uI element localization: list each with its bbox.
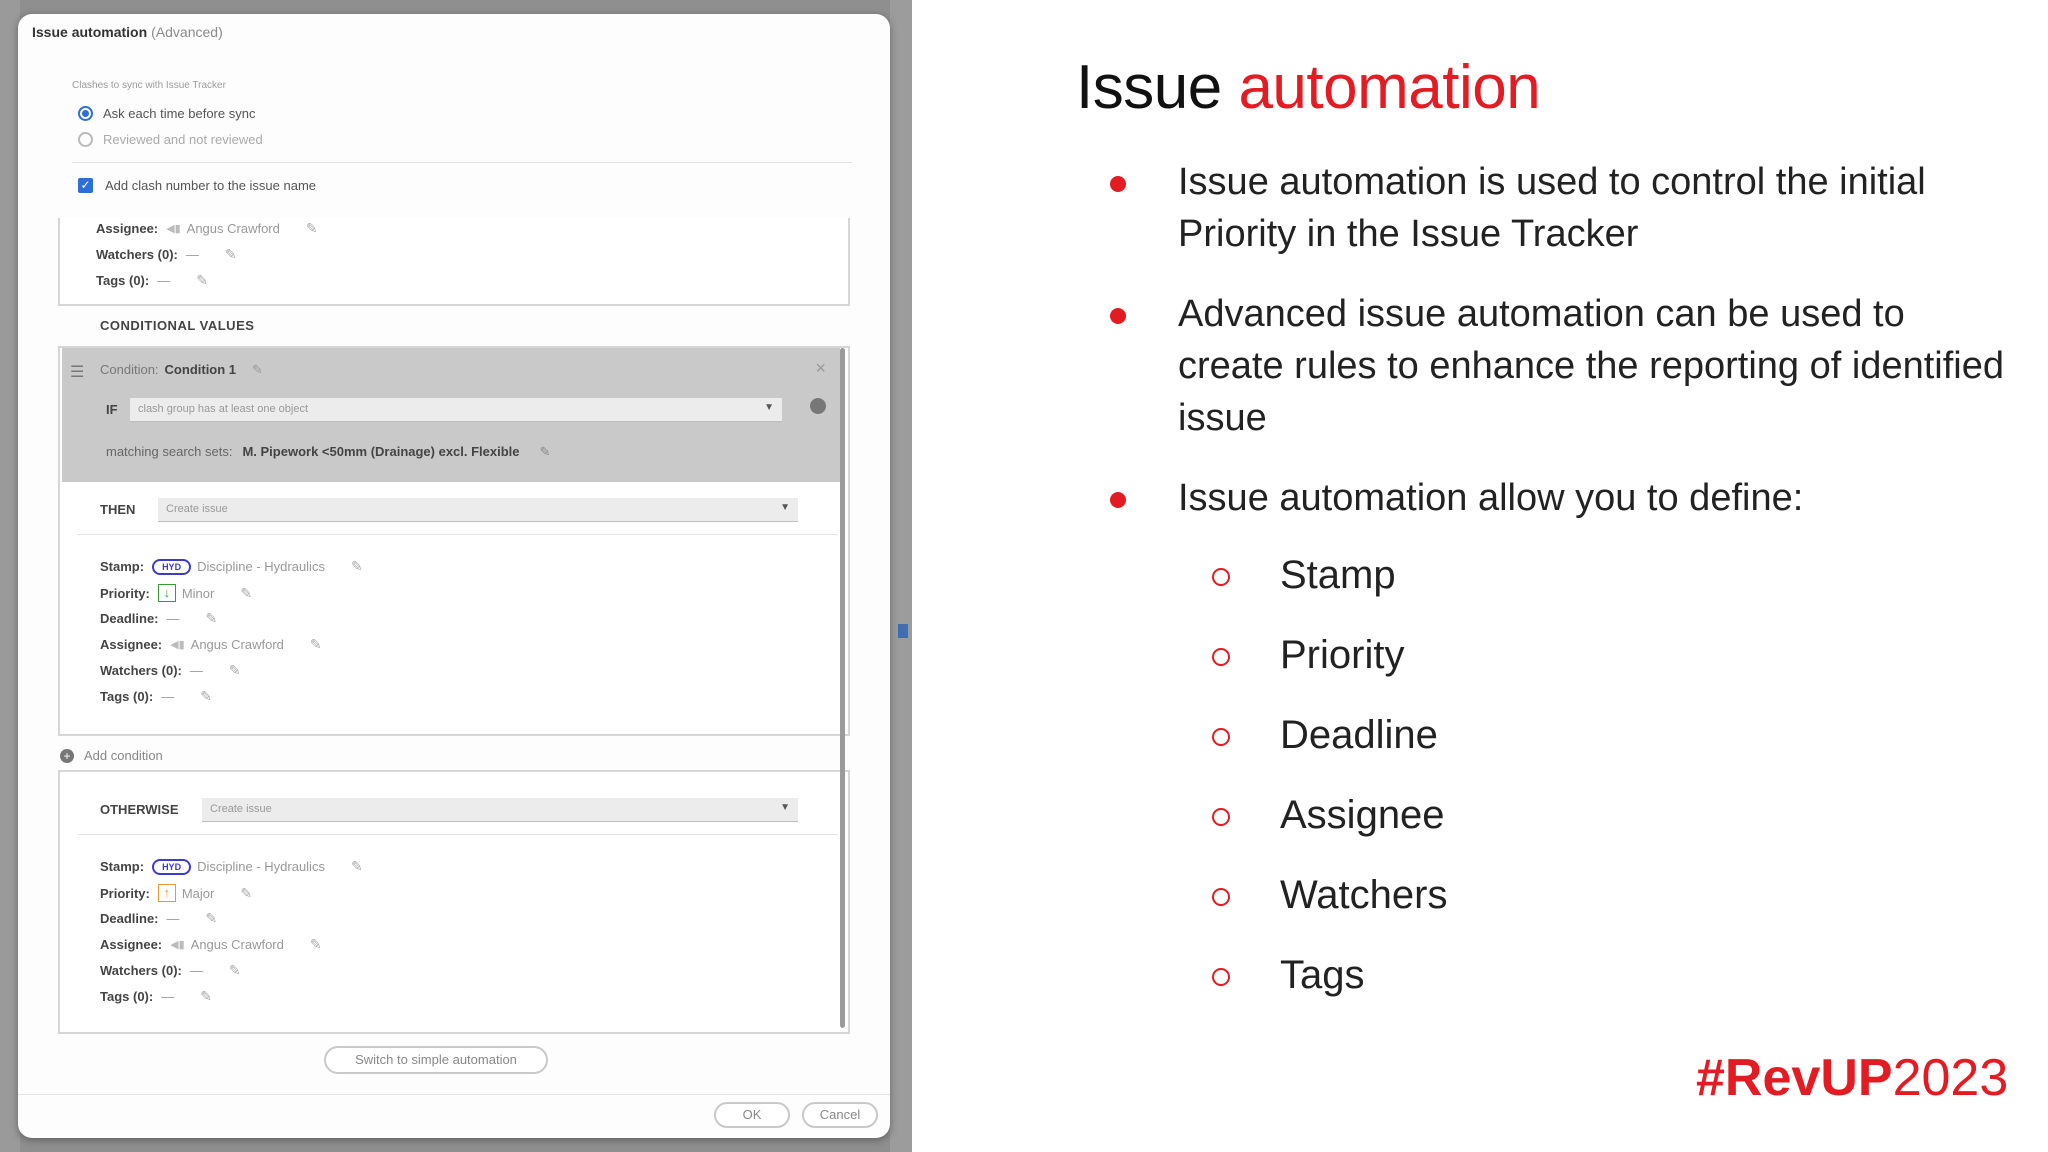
matching-search-sets: matching search sets: M. Pipework <50mm (Drainage) excl. Flexible ✎ — [106, 444, 551, 459]
sub-item-priority: Priority — [1208, 628, 1447, 708]
if-label: IF — [106, 402, 118, 417]
edit-icon[interactable]: ✎ — [200, 988, 212, 1004]
switch-to-simple-button[interactable]: Switch to simple automation — [324, 1046, 548, 1074]
ring-bullet-icon — [1212, 888, 1230, 906]
stamp-badge: HYD — [152, 559, 191, 575]
conditional-values-title: CONDITIONAL VALUES — [100, 318, 255, 333]
sub-item-tags: Tags — [1208, 948, 1447, 1028]
otherwise-tags-row: Tags (0): — ✎ — [100, 988, 212, 1004]
condition-title: Condition: Condition 1 ✎ — [100, 362, 263, 377]
slide-title: Issue automation — [1076, 53, 1541, 122]
drag-handle-icon[interactable]: ☰ — [70, 364, 85, 381]
divider — [78, 834, 838, 835]
ring-bullet-icon — [1212, 728, 1230, 746]
divider — [72, 162, 852, 163]
edit-icon[interactable]: ✎ — [228, 662, 241, 678]
edit-icon[interactable]: ✎ — [539, 444, 551, 459]
edit-icon[interactable]: ✎ — [240, 584, 253, 601]
radio-ask-each-time[interactable]: Ask each time before sync — [78, 106, 255, 121]
bullet-item: Advanced issue automation can be used to create rules to enhance the reporting of identified issue — [1100, 288, 2020, 444]
condition-header — [62, 348, 840, 482]
chevron-down-icon: ▼ — [780, 802, 790, 813]
divider — [18, 1094, 890, 1095]
edit-icon[interactable]: ✎ — [228, 962, 241, 978]
edit-icon[interactable]: ✎ — [224, 246, 237, 262]
plus-icon: + — [60, 749, 74, 763]
issue-automation-dialog — [18, 14, 890, 1138]
sub-item-stamp: Stamp — [1208, 548, 1447, 628]
stamp-badge: HYD — [152, 859, 191, 875]
sync-label: Clashes to sync with Issue Tracker — [72, 80, 226, 91]
dialog-title: Issue automation (Advanced) — [32, 24, 223, 40]
cond-priority-row: Priority: ↓ Minor ✎ — [100, 584, 253, 601]
edit-icon[interactable]: ✎ — [252, 362, 263, 377]
if-dropdown[interactable]: clash group has at least one object ▼ — [130, 398, 782, 422]
edit-icon[interactable]: ✎ — [350, 558, 363, 574]
top-watchers-row: Watchers (0): — ✎ — [96, 246, 237, 262]
divider — [78, 534, 838, 535]
screenshot-panel — [0, 0, 912, 1152]
cond-stamp-row: Stamp: HYD Discipline - Hydraulics ✎ — [100, 558, 363, 574]
priority-major-icon: ↑ — [158, 884, 176, 902]
radio-reviewed[interactable]: Reviewed and not reviewed — [78, 132, 263, 147]
close-icon[interactable]: × — [815, 358, 826, 378]
cond-tags-row: Tags (0): — ✎ — [100, 688, 212, 704]
gear-icon[interactable] — [810, 398, 826, 414]
priority-minor-icon: ↓ — [158, 584, 176, 602]
bullet-dot-icon — [1110, 492, 1126, 508]
chevron-down-icon: ▼ — [780, 502, 790, 513]
edit-icon[interactable]: ✎ — [196, 272, 208, 288]
edit-icon[interactable]: ✎ — [309, 636, 322, 652]
avatar-icon: ◀▮ — [170, 939, 185, 951]
then-label: THEN — [100, 502, 136, 517]
check-icon: ✓ — [78, 178, 93, 193]
backdrop-left — [0, 0, 20, 1152]
top-assignee-row: Assignee: ◀▮ Angus Crawford ✎ — [96, 220, 318, 236]
default-fields-box — [58, 218, 850, 306]
edit-icon[interactable]: ✎ — [240, 884, 253, 901]
cond-deadline-row: Deadline: — ✎ — [100, 610, 218, 626]
cancel-button[interactable]: Cancel — [802, 1102, 878, 1128]
cond-watchers-row: Watchers (0): — ✎ — [100, 662, 241, 678]
chevron-down-icon: ▼ — [764, 402, 774, 413]
scrollbar[interactable] — [840, 348, 845, 1028]
sub-bullet-list — [1208, 548, 1447, 1028]
edit-icon[interactable]: ✎ — [205, 610, 218, 626]
then-dropdown[interactable]: Create issue ▼ — [158, 498, 798, 522]
edit-icon[interactable]: ✎ — [200, 688, 212, 704]
cond-assignee-row: Assignee: ◀▮ Angus Crawford ✎ — [100, 636, 322, 652]
add-condition-button[interactable]: + Add condition — [60, 748, 163, 763]
sub-item-assignee: Assignee — [1208, 788, 1447, 868]
edit-icon[interactable]: ✎ — [350, 858, 363, 874]
ring-bullet-icon — [1212, 968, 1230, 986]
ok-button[interactable]: OK — [714, 1102, 790, 1128]
sub-item-watchers: Watchers — [1208, 868, 1447, 948]
bullet-dot-icon — [1110, 176, 1126, 192]
otherwise-stamp-row: Stamp: HYD Discipline - Hydraulics ✎ — [100, 858, 363, 874]
ring-bullet-icon — [1212, 808, 1230, 826]
otherwise-priority-row: Priority: ↑ Major ✎ — [100, 884, 253, 901]
edit-icon[interactable]: ✎ — [205, 910, 218, 926]
radio-on-icon — [78, 106, 93, 121]
bullet-dot-icon — [1110, 308, 1126, 324]
backdrop-right — [890, 0, 912, 1152]
otherwise-deadline-row: Deadline: — ✎ — [100, 910, 218, 926]
bullet-item: Issue automation is used to control the initial Priority in the Issue Tracker — [1100, 156, 2020, 260]
ring-bullet-icon — [1212, 648, 1230, 666]
otherwise-label: OTHERWISE — [100, 802, 179, 817]
ring-bullet-icon — [1212, 568, 1230, 586]
bullet-list — [1100, 156, 2020, 552]
otherwise-dropdown[interactable]: Create issue ▼ — [202, 798, 798, 822]
otherwise-assignee-row: Assignee: ◀▮ Angus Crawford ✎ — [100, 936, 322, 952]
bullet-item: Issue automation allow you to define: — [1100, 472, 2020, 524]
add-clash-number-checkbox[interactable]: ✓ Add clash number to the issue name — [78, 178, 316, 193]
sub-item-deadline: Deadline — [1208, 708, 1447, 788]
edit-icon[interactable]: ✎ — [309, 936, 322, 952]
edit-icon[interactable]: ✎ — [305, 220, 318, 236]
avatar-icon: ◀▮ — [170, 639, 185, 651]
radio-off-icon — [78, 132, 93, 147]
avatar-icon: ◀▮ — [166, 223, 181, 235]
backdrop-marker — [898, 624, 908, 638]
top-tags-row: Tags (0): — ✎ — [96, 272, 208, 288]
event-hashtag: #RevUP2023 — [1696, 1049, 2009, 1107]
otherwise-watchers-row: Watchers (0): — ✎ — [100, 962, 241, 978]
